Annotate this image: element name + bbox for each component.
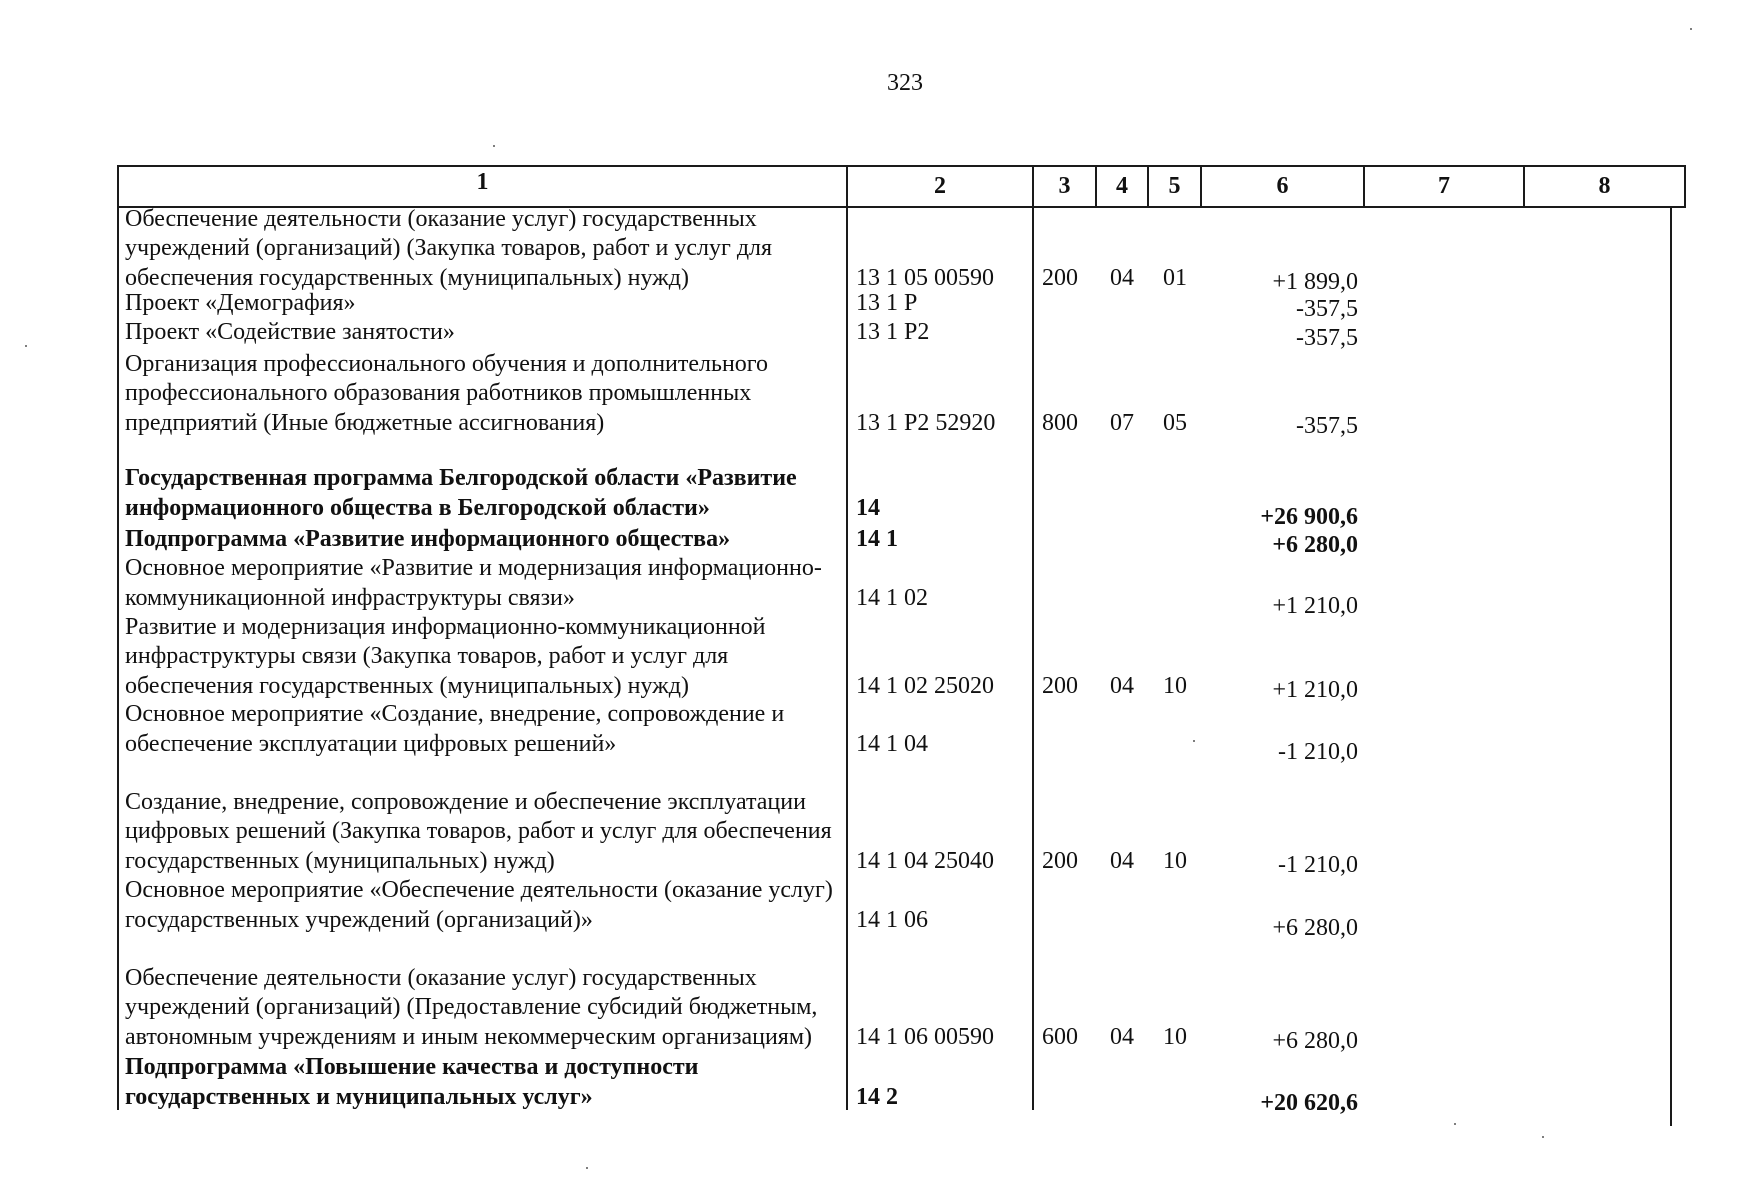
header-col-4: 4 [1116,173,1128,199]
row-name: Государственная программа Белгородской области «Развитие информационного общества в Белгородской области» [125,465,797,521]
row-amount: -357,5 [1296,295,1358,322]
row-name: Обеспечение деятельности (оказание услуг) государственных учреждений (организаций) (Закупка товаров, работ и услуг для обеспечения государственных (муниципальных) нужд) [125,206,773,291]
row-col-4: 07 [1110,409,1134,436]
row-name: Основное мероприятие «Обеспечение деятельности (оказание услуг) государственных учреждений (организаций)» [125,877,833,933]
row-amount: +26 900,6 [1260,503,1358,530]
row-code: 14 1 06 [856,906,928,933]
row-col-5: 10 [1163,847,1187,874]
row-code: 13 1 Р2 52920 [856,409,996,436]
row-col-3: 800 [1042,409,1078,436]
table-top-border [117,165,1686,167]
row-col-4: 04 [1110,847,1134,874]
row-col-4: 04 [1110,1023,1134,1050]
scan-speck [586,1167,588,1169]
row-col-4: 04 [1110,264,1134,291]
row-amount: -1 210,0 [1278,738,1358,765]
row-code: 14 1 02 25020 [856,672,994,699]
row-name: Проект «Содействие занятости» [125,318,455,345]
table-row [0,553,1737,619]
row-code: 14 1 02 [856,584,928,611]
row-col-3: 200 [1042,672,1078,699]
page-number: 323 [887,70,923,96]
row-amount: +1 899,0 [1272,268,1358,295]
row-name: Основное мероприятие «Создание, внедрение, сопровождение и обеспечение эксплуатации цифровых решений» [125,701,785,757]
scan-speck [25,345,27,347]
table-row [0,876,1737,941]
row-name: Подпрограмма «Повышение качества и доступности государственных и муниципальных услуг» [125,1054,699,1110]
row-name: Основное мероприятие «Развитие и модернизация информационно-коммуникационной инфраструктуры связи» [125,555,822,611]
table-row [0,200,1737,293]
row-col-5: 05 [1163,409,1187,436]
header-col-6: 6 [1276,173,1289,199]
header-col-8: 8 [1598,173,1611,199]
table-row [0,288,1737,322]
header-col-2: 2 [934,173,946,199]
table-row [0,317,1737,351]
row-code: 14 1 06 00590 [856,1023,994,1050]
row-col-5: 10 [1163,1023,1187,1050]
scan-speck [493,145,495,147]
row-amount: +1 210,0 [1272,676,1358,703]
table-row [0,935,1737,1052]
table-row [0,1052,1737,1116]
row-amount: -357,5 [1296,412,1358,439]
row-code: 14 1 [856,525,898,552]
scan-speck [1454,1123,1456,1125]
row-amount: +20 620,6 [1260,1089,1358,1116]
row-code: 14 1 04 [856,730,928,757]
header-col-7: 7 [1438,173,1450,199]
table-row [0,613,1737,701]
row-col-3: 200 [1042,264,1078,291]
header-col-1: 1 [476,169,489,195]
row-col-3: 200 [1042,847,1078,874]
row-code: 13 1 Р [856,289,918,316]
header-col-3: 3 [1058,173,1071,199]
row-code: 13 1 05 00590 [856,264,994,291]
row-code: 14 2 [856,1083,898,1110]
row-amount: +6 280,0 [1272,531,1358,558]
row-name: Проект «Демография» [125,289,356,316]
row-name: Развитие и модернизация информационно-коммуникационной инфраструктуры связи (Закупка товаров, работ и услуг для обеспечения государственных (муниципальных) нужд) [125,614,766,699]
row-col-3: 600 [1042,1023,1078,1050]
row-amount: +1 210,0 [1272,592,1358,619]
row-name: Обеспечение деятельности (оказание услуг) государственных учреждений (организаций) (Предоставление субсидий бюджетным, автономным учреждениям и иным некоммерческим организациям) [125,965,818,1050]
row-name: Организация профессионального обучения и дополнительного профессионального образования работников промышленных предприятий (Иные бюджетные ассигнования) [125,351,769,436]
row-amount: +6 280,0 [1272,914,1358,941]
table-row [0,524,1737,558]
row-name: Создание, внедрение, сопровождение и обеспечение эксплуатации цифровых решений (Закупка товаров, работ и услуг для обеспечения государственных (муниципальных) нужд) [125,789,832,874]
row-col-5: 01 [1163,264,1187,291]
row-amount: -1 210,0 [1278,851,1358,878]
scan-speck [1542,1136,1544,1138]
table-row [0,759,1737,876]
scan-speck [1690,28,1692,30]
row-code: 14 [856,494,880,521]
header-col-5: 5 [1168,173,1181,199]
table-row [0,433,1737,530]
row-code: 13 1 Р2 [856,318,930,345]
table-row [0,700,1737,765]
row-amount: +6 280,0 [1272,1027,1358,1054]
row-name: Подпрограмма «Развитие информационного общества» [125,525,731,552]
row-amount: -357,5 [1296,324,1358,351]
scan-speck [1193,740,1195,742]
row-code: 14 1 04 25040 [856,847,994,874]
table-row [0,346,1737,438]
row-col-5: 10 [1163,672,1187,699]
row-col-4: 04 [1110,672,1134,699]
